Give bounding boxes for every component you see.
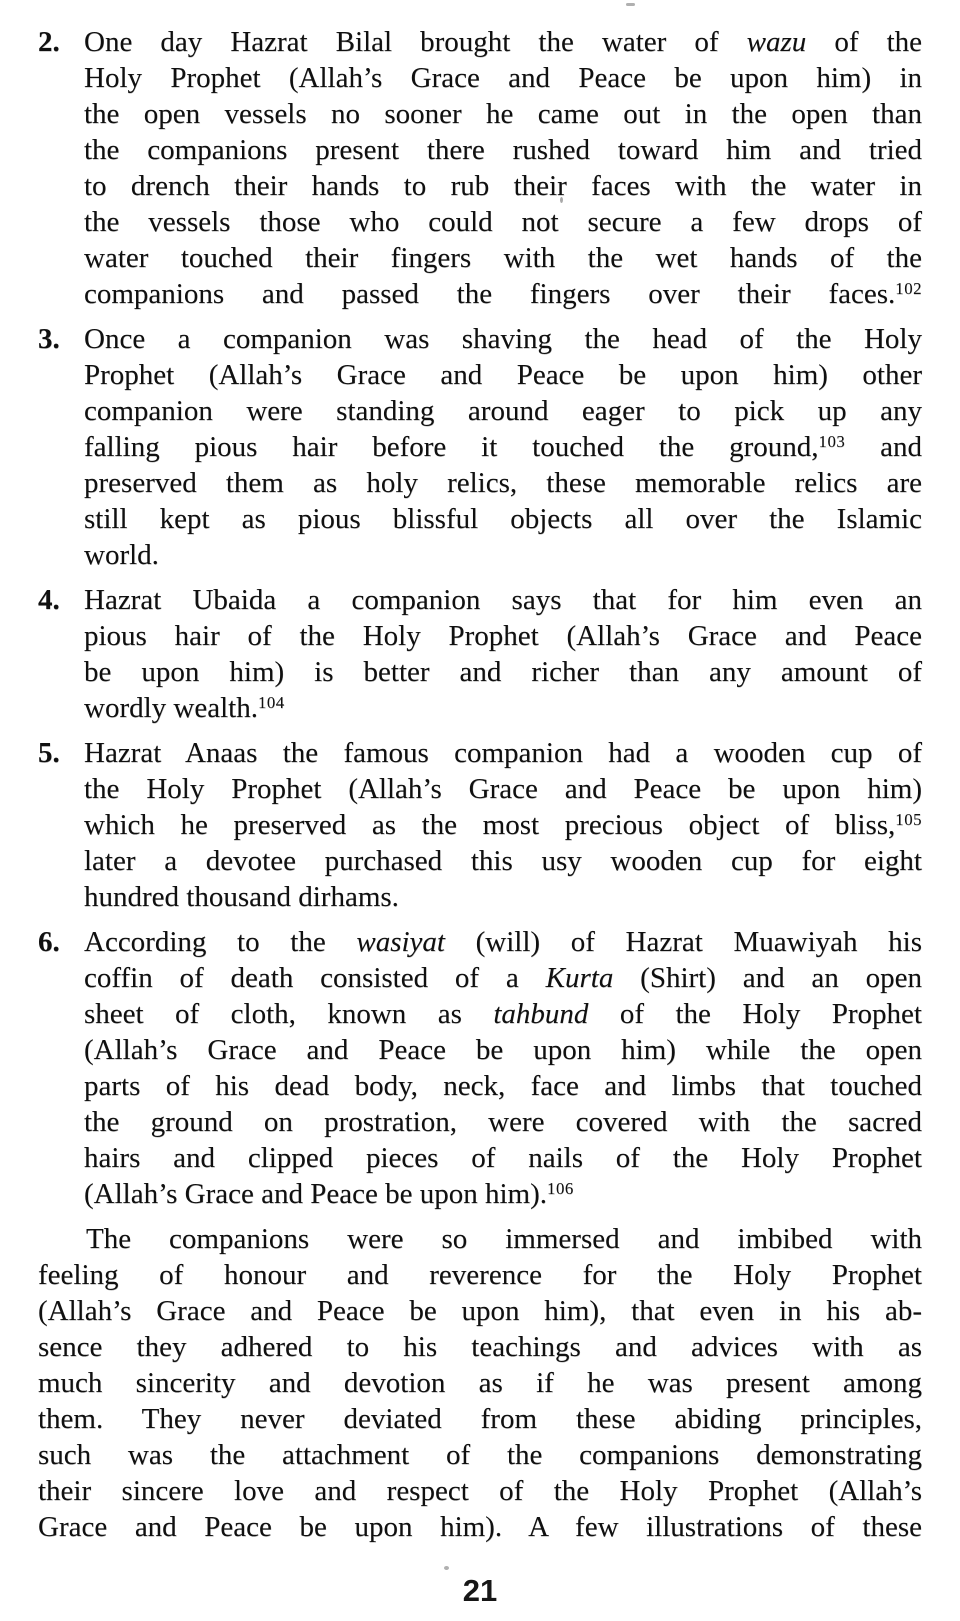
text-line: sheet of cloth, known as tahbund of the Holy Prophet xyxy=(84,998,922,1030)
text-line: which he preserved as the most precious object of bliss,$^{105}$ xyxy=(84,809,922,841)
text-line: (Allah’s Grace and Peace be upon him).$^{106}$ xyxy=(84,1178,574,1210)
text-line: coffin of death consisted of a Kurta (Shirt) and an open xyxy=(84,962,922,994)
text-line: to drench their hands to rub their faces with the water in xyxy=(84,170,922,202)
list-item xyxy=(38,582,922,726)
text-line: One day Hazrat Bilal brought the water of wazu of the xyxy=(84,26,922,58)
text-line: (Allah’s Grace and Peace be upon him), that even in his ab- xyxy=(38,1295,922,1327)
numbered-list xyxy=(38,24,922,1212)
list-item xyxy=(38,321,922,573)
list-item-text xyxy=(84,924,922,1212)
list-item-text xyxy=(84,582,922,726)
text-line: their sincere love and respect of the Holy Prophet (Allah’s xyxy=(38,1475,922,1507)
text-line: feeling of honour and reverence for the Holy Prophet xyxy=(38,1259,922,1291)
list-item-text xyxy=(84,735,922,915)
text-line: Once a companion was shaving the head of the Holy xyxy=(84,323,922,355)
list-item-number: 6. xyxy=(38,926,60,958)
text-line: hairs and clipped pieces of nails of the Holy Prophet xyxy=(84,1142,922,1174)
text-line: the vessels those who could not secure a few drops of xyxy=(84,206,922,238)
list-item-text xyxy=(84,24,922,312)
list-item xyxy=(38,24,922,312)
text-line: parts of his dead body, neck, face and limbs that touched xyxy=(84,1070,922,1102)
text-line: the Holy Prophet (Allah’s Grace and Peace be upon him) xyxy=(84,773,922,805)
text-line: (Allah’s Grace and Peace be upon him) while the open xyxy=(84,1034,922,1066)
text-line: Holy Prophet (Allah’s Grace and Peace be upon him) in xyxy=(84,62,922,94)
text-line: Hazrat Anaas the famous companion had a wooden cup of xyxy=(84,737,922,769)
text-line: be upon him) is better and richer than any amount of xyxy=(84,656,922,688)
page-number: 21 xyxy=(462,1573,498,1608)
text-line: still kept as pious blissful objects all over the Islamic xyxy=(84,503,922,535)
text-line: Prophet (Allah’s Grace and Peace be upon him) other xyxy=(84,359,922,391)
text-line: Grace and Peace be upon him). A few illustrations of these xyxy=(38,1511,922,1543)
list-item-text xyxy=(84,321,922,573)
page-content xyxy=(38,24,922,1545)
text-line: much sincerity and devotion as if he was present among xyxy=(38,1367,922,1399)
text-line: Hazrat Ubaida a companion says that for him even an xyxy=(84,584,922,616)
scan-artifact-dash xyxy=(626,3,635,6)
list-item-number: 4. xyxy=(38,584,60,616)
text-line: them. They never deviated from these abiding principles, xyxy=(38,1403,922,1435)
text-line: preserved them as holy relics, these memorable relics are xyxy=(84,467,922,499)
closing-paragraph xyxy=(38,1221,922,1545)
text-line: the companions present there rushed toward him and tried xyxy=(84,134,922,166)
list-item xyxy=(38,924,922,1212)
text-line: According to the wasiyat (will) of Hazrat Muawiyah his xyxy=(84,926,922,958)
scan-artifact-dot xyxy=(444,1566,449,1570)
text-line: later a devotee purchased this usy wooden cup for eight xyxy=(84,845,922,877)
text-line: companions and passed the fingers over their faces.$^{102}$ xyxy=(84,278,922,310)
text-line: such was the attachment of the companions demonstrating xyxy=(38,1439,922,1471)
list-item-number: 5. xyxy=(38,737,60,769)
list-item xyxy=(38,735,922,915)
text-line: sence they adhered to his teachings and advices with as xyxy=(38,1331,922,1363)
text-line: companion were standing around eager to pick up any xyxy=(84,395,922,427)
text-line: the ground on prostration, were covered with the sacred xyxy=(84,1106,922,1138)
text-line: world. xyxy=(84,539,159,571)
text-line: hundred thousand dirhams. xyxy=(84,881,399,913)
text-line: the open vessels no sooner he came out in the open than xyxy=(84,98,922,130)
list-item-number: 2. xyxy=(38,26,60,58)
list-item-number: 3. xyxy=(38,323,60,355)
text-line: water touched their fingers with the wet hands of the xyxy=(84,242,922,274)
text-line: The companions were so immersed and imbibed with xyxy=(86,1223,922,1255)
text-line: falling pious hair before it touched the ground,$^{103}$ and xyxy=(84,431,923,463)
text-line: wordly wealth.$^{104}$ xyxy=(84,692,285,724)
text-line: pious hair of the Holy Prophet (Allah’s Grace and Peace xyxy=(84,620,922,652)
